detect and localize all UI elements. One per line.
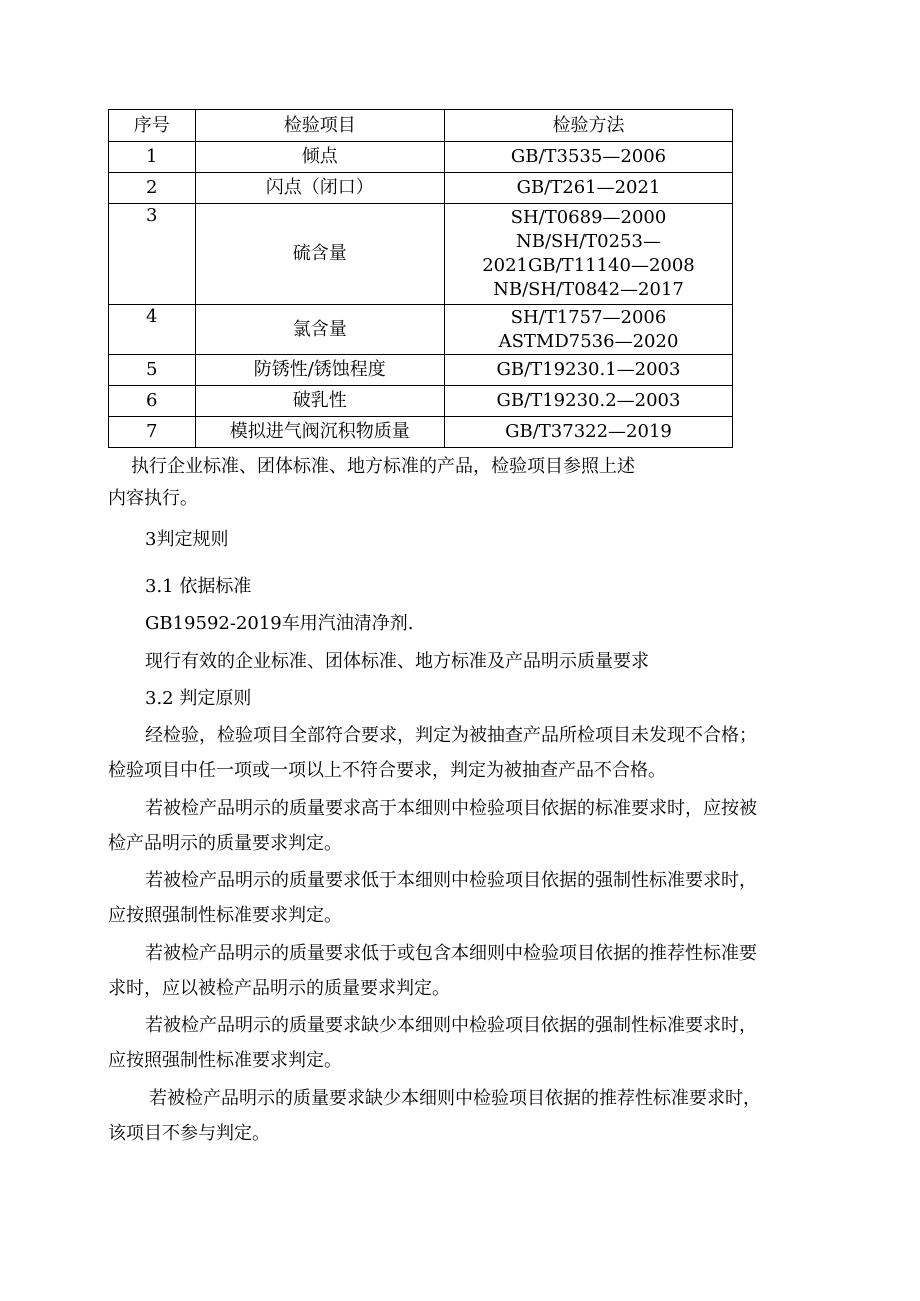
section-3-heading: 3判定规则 [145, 529, 229, 550]
method-line: ASTMD7536—2020 [498, 330, 679, 352]
table-row [109, 355, 733, 386]
table-row [109, 305, 733, 355]
row-method: GB/T261—2021 [444, 173, 732, 204]
row-item: 硫含量 [195, 204, 444, 305]
note-line-2: 内容执行。 [108, 488, 198, 509]
standard-line-1: GB19592-2019车用汽油清净剂. [145, 613, 414, 634]
rule-6-line-1: 若被检产品明示的质量要求缺少本细则中检验项目依据的推荐性标准要求时， [149, 1088, 761, 1109]
rule-2-line-1: 若被检产品明示的质量要求高于本细则中检验项目依据的标准要求时，应按被 [145, 798, 757, 819]
row-item: 防锈性/锈蚀程度 [195, 355, 444, 386]
row-method [444, 305, 732, 355]
row-item: 破乳性 [195, 386, 444, 417]
rule-5-line-1: 若被检产品明示的质量要求缺少本细则中检验项目依据的强制性标准要求时， [145, 1015, 757, 1036]
table-row [109, 142, 733, 173]
table-row [109, 204, 733, 305]
table-row [109, 173, 733, 204]
header-method: 检验方法 [444, 110, 732, 142]
method-line: SH/T1757—2006 [510, 306, 667, 328]
rule-1-line-2: 检验项目中任一项或一项以上不符合要求，判定为被抽查产品不合格。 [108, 760, 666, 781]
row-no: 7 [109, 417, 196, 448]
table-row [109, 417, 733, 448]
header-item: 检验项目 [195, 110, 444, 142]
rule-3-line-1: 若被检产品明示的质量要求低于本细则中检验项目依据的强制性标准要求时， [145, 870, 757, 891]
inspection-table [108, 109, 733, 448]
method-line: NB/SH/T0253— [516, 231, 661, 252]
row-method: GB/T3535—2006 [444, 142, 732, 173]
row-method: GB/T37322—2019 [444, 417, 732, 448]
rule-1-line-1: 经检验，检验项目全部符合要求，判定为被抽查产品所检项目未发现不合格； [145, 725, 757, 746]
rule-4-line-2: 求时，应以被检产品明示的质量要求判定。 [108, 978, 450, 999]
note-line-1: 执行企业标准、团体标准、地方标准的产品，检验项目参照上述 [131, 456, 635, 477]
rule-4-line-1: 若被检产品明示的质量要求低于或包含本细则中检验项目依据的推荐性标准要 [145, 943, 757, 964]
rule-5-line-2: 应按照强制性标准要求判定。 [108, 1050, 342, 1071]
row-no: 1 [109, 142, 196, 173]
table-row [109, 386, 733, 417]
row-no: 5 [109, 355, 196, 386]
row-method [444, 204, 732, 305]
row-item: 模拟进气阀沉积物质量 [195, 417, 444, 448]
row-item: 倾点 [195, 142, 444, 173]
header-no: 序号 [109, 110, 196, 142]
row-item: 闪点（闭口） [195, 173, 444, 204]
row-no: 4 [109, 305, 196, 355]
method-line: 2021GB/T11140—2008 [482, 255, 695, 276]
rule-3-line-2: 应按照强制性标准要求判定。 [108, 905, 342, 926]
row-item: 氯含量 [195, 305, 444, 355]
section-3-1-heading: 3.1 依据标准 [145, 576, 252, 597]
section-3-2-heading: 3.2 判定原则 [145, 688, 252, 709]
row-method: GB/T19230.1—2003 [444, 355, 732, 386]
row-no: 3 [109, 204, 196, 305]
rule-2-line-2: 检产品明示的质量要求判定。 [108, 833, 342, 854]
row-no: 2 [109, 173, 196, 204]
table-header-row [109, 110, 733, 142]
rule-6-line-2: 该项目不参与判定。 [108, 1123, 270, 1144]
method-line: NB/SH/T0842—2017 [493, 279, 684, 300]
standard-line-2: 现行有效的企业标准、团体标准、地方标准及产品明示质量要求 [145, 651, 649, 672]
method-line: SH/T0689—2000 [510, 207, 667, 228]
row-method: GB/T19230.2—2003 [444, 386, 732, 417]
row-no: 6 [109, 386, 196, 417]
